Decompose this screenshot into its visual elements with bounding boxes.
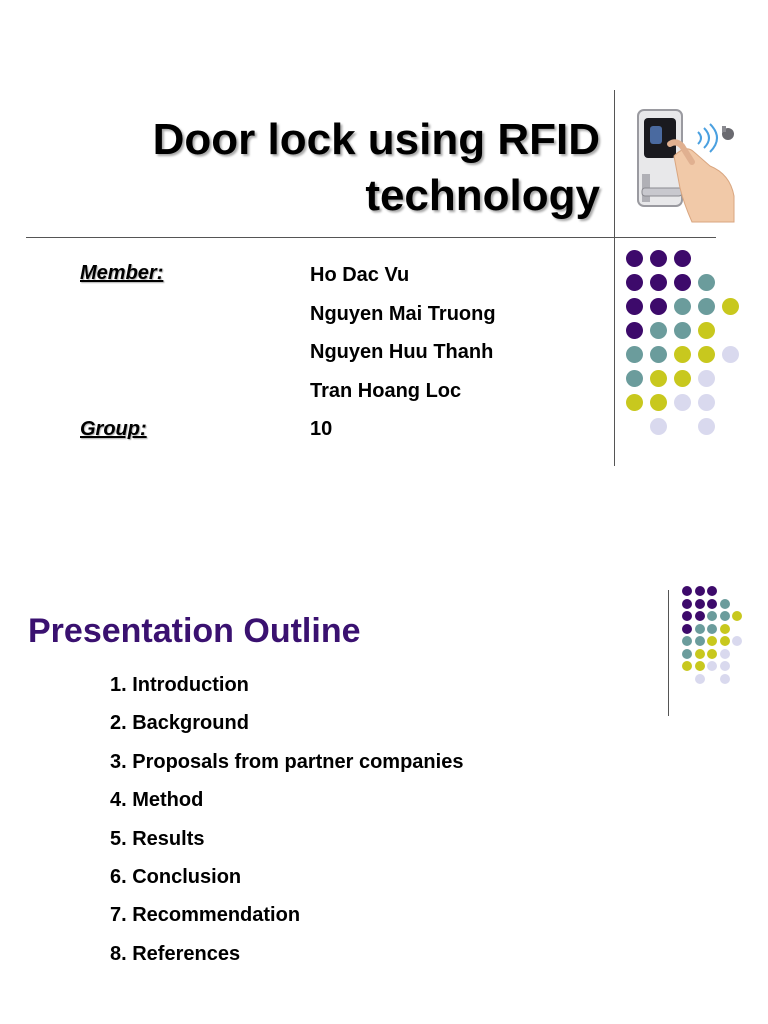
title-line-1: Door lock using RFID bbox=[152, 115, 600, 164]
decorative-dot bbox=[650, 250, 667, 267]
horizontal-divider bbox=[26, 237, 716, 238]
decorative-dot bbox=[707, 586, 717, 596]
decorative-dot bbox=[732, 636, 742, 646]
decorative-dot bbox=[707, 611, 717, 621]
decorative-dot bbox=[682, 661, 692, 671]
slide-title bbox=[40, 112, 600, 224]
decorative-dot bbox=[695, 649, 705, 659]
decorative-dot bbox=[695, 624, 705, 634]
decorative-dot bbox=[695, 599, 705, 609]
decorative-dot bbox=[720, 636, 730, 646]
decorative-dot bbox=[720, 611, 730, 621]
decorative-dot bbox=[626, 250, 643, 267]
decorative-dot bbox=[698, 418, 715, 435]
decorative-dot bbox=[707, 599, 717, 609]
decorative-dot bbox=[720, 674, 730, 684]
decorative-dot bbox=[674, 298, 691, 315]
decorative-dot bbox=[674, 322, 691, 339]
decorative-dot bbox=[626, 298, 643, 315]
decorative-dot bbox=[695, 636, 705, 646]
decorative-dot bbox=[682, 599, 692, 609]
outline-title: Presentation Outline bbox=[28, 612, 361, 650]
decorative-dot bbox=[698, 394, 715, 411]
decorative-dot bbox=[698, 274, 715, 291]
decorative-dot bbox=[698, 346, 715, 363]
decorative-dot bbox=[695, 611, 705, 621]
decorative-dot bbox=[707, 661, 717, 671]
decorative-dot bbox=[674, 346, 691, 363]
rfid-door-lock-image bbox=[630, 104, 750, 226]
decorative-dot bbox=[707, 649, 717, 659]
decorative-dot bbox=[626, 346, 643, 363]
outline-item: 5. Results bbox=[110, 827, 205, 850]
outline-item: 3. Proposals from partner companies bbox=[110, 750, 464, 773]
decorative-dot bbox=[650, 274, 667, 291]
outline-item: 6. Conclusion bbox=[110, 865, 242, 888]
decorative-dot bbox=[732, 611, 742, 621]
decorative-dot bbox=[722, 346, 739, 363]
decorative-dot bbox=[707, 636, 717, 646]
vertical-divider bbox=[614, 90, 615, 466]
decorative-dot bbox=[682, 624, 692, 634]
decorative-dot bbox=[626, 394, 643, 411]
decorative-dot bbox=[650, 298, 667, 315]
member-label: Member: bbox=[80, 262, 164, 284]
member-name-2: Nguyen Mai Truong bbox=[310, 303, 496, 325]
decorative-dot bbox=[707, 624, 717, 634]
decorative-dot bbox=[674, 274, 691, 291]
member-name-3: Nguyen Huu Thanh bbox=[310, 341, 494, 363]
decorative-dot bbox=[720, 624, 730, 634]
decorative-dot bbox=[695, 661, 705, 671]
decorative-dot bbox=[698, 298, 715, 315]
vertical-divider bbox=[668, 590, 669, 716]
decorative-dot bbox=[674, 370, 691, 387]
decorative-dot bbox=[720, 661, 730, 671]
decorative-dot bbox=[650, 346, 667, 363]
decorative-dot bbox=[698, 370, 715, 387]
title-line-2: technology bbox=[365, 171, 600, 220]
decorative-dot bbox=[682, 611, 692, 621]
decorative-dot bbox=[650, 370, 667, 387]
member-name-1: Ho Dac Vu bbox=[310, 264, 410, 286]
decorative-dot bbox=[698, 322, 715, 339]
outline-item: 2. Background bbox=[110, 712, 249, 735]
group-label: Group: bbox=[80, 418, 147, 440]
decorative-dot bbox=[650, 418, 667, 435]
decorative-dot bbox=[626, 370, 643, 387]
outline-item: 4. Method bbox=[110, 789, 204, 812]
decorative-dot bbox=[722, 298, 739, 315]
decorative-dot bbox=[650, 322, 667, 339]
decorative-dot bbox=[626, 274, 643, 291]
decorative-dot bbox=[682, 649, 692, 659]
outline-item: 1. Introduction bbox=[110, 674, 249, 696]
outline-item: 8. References bbox=[110, 942, 241, 965]
decorative-dot bbox=[682, 636, 692, 646]
outline-slide bbox=[0, 512, 768, 1024]
decorative-dot bbox=[720, 649, 730, 659]
decorative-dot bbox=[695, 586, 705, 596]
decorative-dot bbox=[695, 674, 705, 684]
decorative-dot bbox=[674, 250, 691, 267]
outline-list bbox=[110, 672, 463, 979]
decorative-dot bbox=[674, 394, 691, 411]
group-value: 10 bbox=[310, 418, 333, 440]
member-name-4: Tran Hoang Loc bbox=[310, 380, 462, 402]
decorative-dot bbox=[682, 586, 692, 596]
decorative-dot bbox=[626, 322, 643, 339]
outline-item: 7. Recommendation bbox=[110, 904, 301, 927]
decorative-dot bbox=[650, 394, 667, 411]
decorative-dot bbox=[720, 599, 730, 609]
